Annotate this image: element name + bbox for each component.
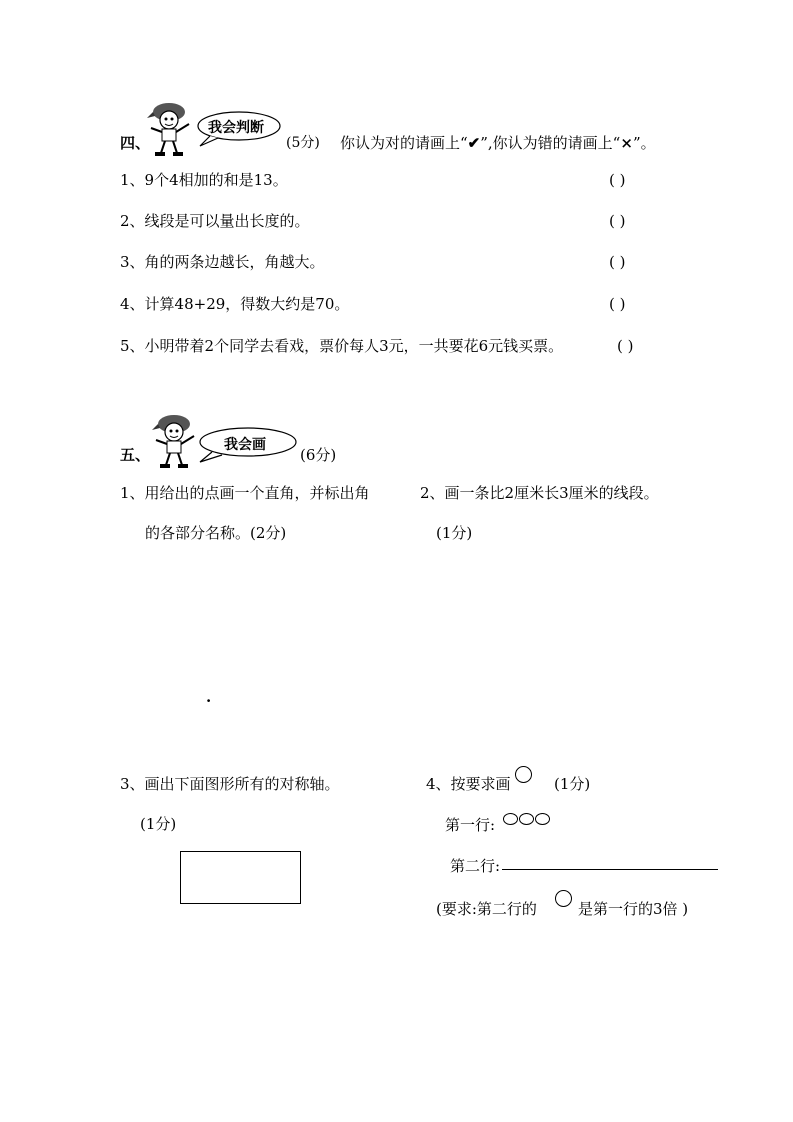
circle-icon [535,813,550,825]
check-mark-icon: ✔ [467,134,481,152]
section4-instruction: 你认为对的请画上“✔”,你认为错的请画上“×”。 [340,134,656,152]
judge-item-1: 1、9个4相加的和是13。 [120,171,288,189]
circle-icon [519,813,534,825]
rectangle-shape[interactable] [180,851,301,904]
section5-badge-text: 我会画 [224,437,266,453]
answer-paren-3[interactable]: ( ) [609,253,626,271]
row1-circles [503,810,550,829]
pirate-mascot-icon [150,410,200,470]
requirement-a: (要求:第二行的 [436,900,537,918]
row1-label: 第一行: [445,816,496,834]
judge-item-3: 3、角的两条边越长，角越大。 [120,253,325,271]
q4-line1-a: 4、按要求画 [426,775,511,793]
judge-item-5: 5、小明带着2个同学去看戏，票价每人3元，一共要花6元钱买票。 [120,337,564,355]
q4-line1-b: (1分) [554,775,591,793]
circle-icon [515,766,532,783]
judge-item-2: 2、线段是可以量出长度的。 [120,212,310,230]
q3-line1: 3、画出下面图形所有的对称轴。 [120,775,340,793]
given-point[interactable]: . [206,688,212,706]
section4-badge-text: 我会判断 [208,120,264,136]
circle-icon [555,890,572,907]
q2-line2: (1分) [436,524,473,542]
circle-icon [503,813,518,825]
q1-line1: 1、用给出的点画一个直角，并标出角 [120,484,370,502]
q1-line2: 的各部分名称。(2分) [145,524,287,542]
q2-line1: 2、画一条比2厘米长3厘米的线段。 [420,484,659,502]
answer-paren-5[interactable]: ( ) [617,337,634,355]
row2-label: 第二行: [450,857,501,875]
answer-paren-4[interactable]: ( ) [609,295,626,313]
section4-badge [196,110,282,144]
answer-paren-1[interactable]: ( ) [609,171,626,189]
section4-number: 四、 [120,134,151,152]
section5-score: (6分) [300,446,337,464]
section5-badge [198,426,298,460]
judge-item-4: 4、计算48+29，得数大约是70。 [120,295,350,313]
answer-paren-2[interactable]: ( ) [609,212,626,230]
cross-mark-icon: × [620,134,633,152]
q3-line2: (1分) [140,815,177,833]
section5-number: 五、 [120,446,151,464]
requirement-b: 是第一行的3倍 ) [578,900,689,918]
section4-score: (5分) [286,135,320,151]
row2-answer-line[interactable] [502,869,718,870]
pirate-mascot-icon [145,98,195,158]
